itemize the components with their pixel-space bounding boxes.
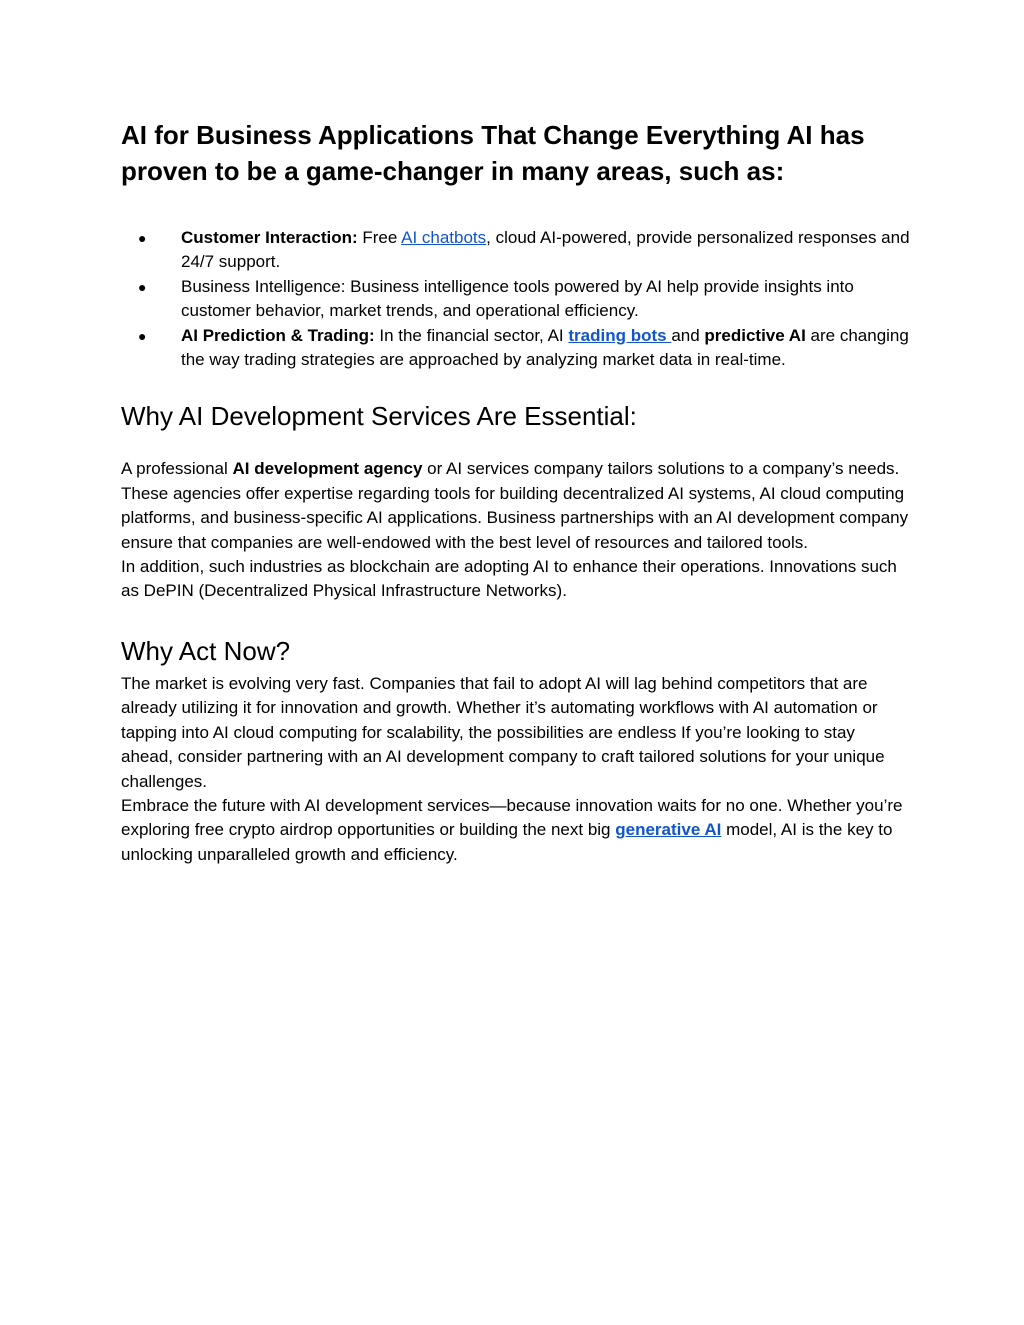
trading-bots-link[interactable]: trading bots: [568, 325, 672, 345]
bullet-text: In the financial sector, AI: [374, 325, 569, 345]
ai-chatbots-link[interactable]: AI chatbots: [401, 228, 487, 247]
bullet-label: Customer Interaction:: [181, 228, 358, 247]
paragraph-text: or AI services company tailors solutions to a company’s needs. These agencies offer expertise regarding tools for building decentralized AI systems, AI cloud computing platforms, and business-specific AI applications. Business partnerships with an AI development company ensure that companies are well-endowed with the best level of resources and tailored tools.: [121, 459, 909, 552]
page-title: AI for Business Applications That Change Everything AI has proven to be a game-changer in many areas, such as:: [121, 120, 865, 186]
list-item: [121, 226, 911, 275]
bullet-bold-text: predictive AI: [704, 325, 806, 345]
bullet-text: are changing the way trading strategies are approached by analyzing market data in real-time.: [181, 325, 909, 370]
paragraph: In addition, such industries as blockchain are adopting AI to enhance their operations. Innovations such as DePIN (Decentralized Physical Infrastructure Networks).: [121, 557, 897, 601]
section-heading-why-act-now: Why Act Now?: [121, 635, 291, 666]
paragraph: The market is evolving very fast. Companies that fail to adopt AI will lag behind competitors that are already utilizing it for innovation and growth. Whether it’s automating workflows with AI automation or tapping into AI cloud computing for scalability, the possibilities are endless If you’re looking to stay ahead, consider partnering with an AI development company to craft tailored solutions for your unique challenges.: [121, 673, 885, 791]
bullet-text: Business Intelligence: Business intelligence tools powered by AI help provide insights into customer behavior, market trends, and operational efficiency.: [181, 276, 854, 321]
bullet-text: Free: [357, 228, 402, 247]
bullet-icon: ●: [138, 327, 147, 344]
bullet-icon: ●: [138, 278, 147, 295]
paragraph-bold-text: AI development agency: [232, 459, 423, 479]
bullet-icon: ●: [138, 230, 147, 246]
section-heading-why-ai-development: Why AI Development Services Are Essential:: [121, 401, 637, 432]
list-item: [121, 324, 911, 373]
paragraph-text: Embrace the future with AI development services—because innovation waits for no one. Whether you’re exploring free crypto airdrop opportunities or building the next big: [121, 795, 903, 840]
bullet-list: [121, 226, 911, 372]
generative-ai-link[interactable]: generative AI: [615, 820, 722, 840]
list-item: [121, 275, 911, 324]
paragraph: [121, 457, 911, 555]
bullet-text: and: [671, 325, 705, 345]
bullet-label: AI Prediction & Trading:: [181, 325, 375, 345]
document-page: [121, 117, 911, 867]
paragraph-text: model, AI is the key to unlocking unparalleled growth and efficiency.: [121, 820, 893, 864]
paragraph: [121, 794, 911, 867]
bullet-text: , cloud AI-powered, provide personalized responses and 24/7 support.: [181, 228, 910, 272]
paragraph-text: A professional: [121, 459, 233, 479]
